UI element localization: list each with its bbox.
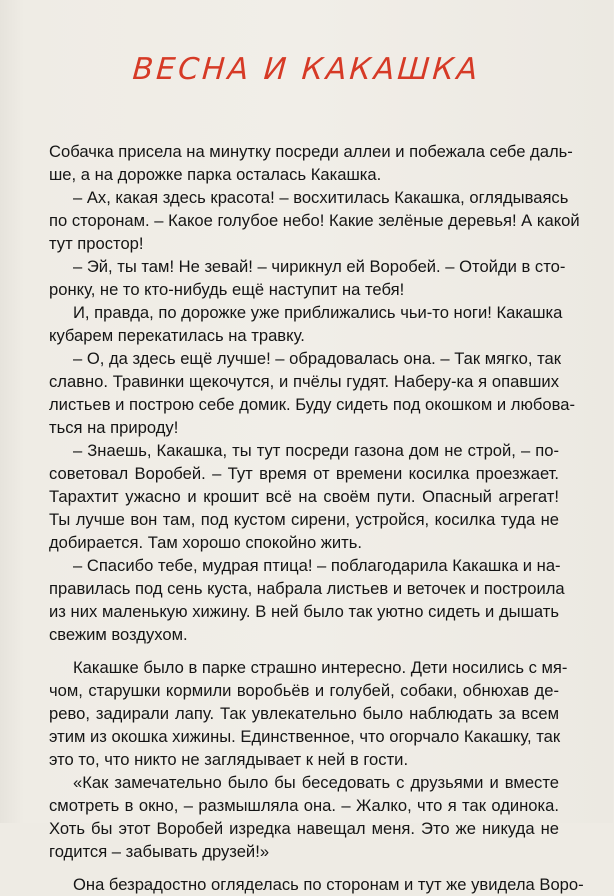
text-line: по сторонам. – Какое голубое небо! Какие зелёные деревья! А какой	[49, 211, 580, 230]
text-line: – О, да здесь ещё лучше! – обрадовалась она. – Так мягко, так	[73, 349, 561, 368]
text-line: ронку, не то кто-нибудь ещё наступит на тебя!	[49, 280, 405, 299]
text-line: советовал Воробей. – Тут время от времени косилка проезжает.	[49, 464, 559, 483]
story-title: ВЕСНА И КАКАШКА	[131, 52, 482, 87]
text-line: – Ах, какая здесь красота! – восхитилась Какашка, оглядываясь	[73, 188, 569, 207]
text-line: смотреть в окно, – размышляла она. – Жалко, что я так одинока.	[49, 796, 559, 815]
text-line: ше, а на дорожке парка осталась Какашка.	[49, 165, 382, 184]
text-line: «Как замечательно было бы беседовать с друзьями и вместе	[73, 773, 559, 792]
text-line: кубарем перекатилась на травку.	[49, 326, 305, 345]
text-line: Ты лучше вон там, под кустом сирени, устройся, косилка туда не	[49, 510, 559, 529]
text-line: этим из окошка хижины. Единственное, что огорчало Какашку, так	[49, 727, 561, 746]
text-line: славно. Травинки щекочутся, и пчёлы гудят. Наберу-ка я опавших	[49, 372, 559, 391]
text-line: тут простор!	[49, 234, 144, 253]
text-line: чом, старушки кормили воробьёв и голубей, собаки, обнюхав де-	[49, 681, 559, 700]
text-line: – Спасибо тебе, мудрая птица! – поблагодарила Какашка и на-	[73, 556, 561, 575]
text-line: годится – забывать друзей!»	[49, 842, 270, 861]
story-text	[49, 140, 584, 896]
text-line: правилась под сень куста, набрала листьев и веточек и построила	[49, 579, 565, 598]
text-line: из них маленькую хижину. В ней было так уютно сидеть и дышать	[49, 602, 559, 621]
text-line: ться на природу!	[49, 418, 179, 437]
text-line: – Эй, ты там! Не зевай! – чирикнул ей Воробей. – Отойди в сто-	[73, 257, 566, 276]
text-line: свежим воздухом.	[49, 625, 188, 644]
text-line: это то, что никто не заглядывает к ней в гости.	[49, 750, 409, 769]
text-line: Тарахтит ужасно и крошит всё на своём пути. Опасный агрегат!	[49, 487, 559, 506]
text-line: – Знаешь, Какашка, ты тут посреди газона дом не строй, – по-	[73, 441, 559, 460]
text-line: И, правда, по дорожке уже приближались чьи-то ноги! Какашка	[73, 303, 563, 322]
text-line: рево, задирали лапу. Так увлекательно было наблюдать за всем	[49, 704, 559, 723]
text-line: Какашке было в парке страшно интересно. Дети носились с мя-	[73, 658, 568, 677]
text-line: Она безрадостно огляделась по сторонам и тут же увидела Воро-	[73, 875, 584, 894]
text-line: листьев и построю себе домик. Буду сидеть под окошком и любова-	[49, 395, 576, 414]
text-line: добирается. Там хорошо спокойно жить.	[49, 533, 363, 552]
text-line: Хоть бы этот Воробей изредка навещал меня. Это же никуда не	[49, 819, 559, 838]
text-line: Собачка присела на минутку посреди аллеи и побежала себе даль-	[49, 142, 573, 161]
